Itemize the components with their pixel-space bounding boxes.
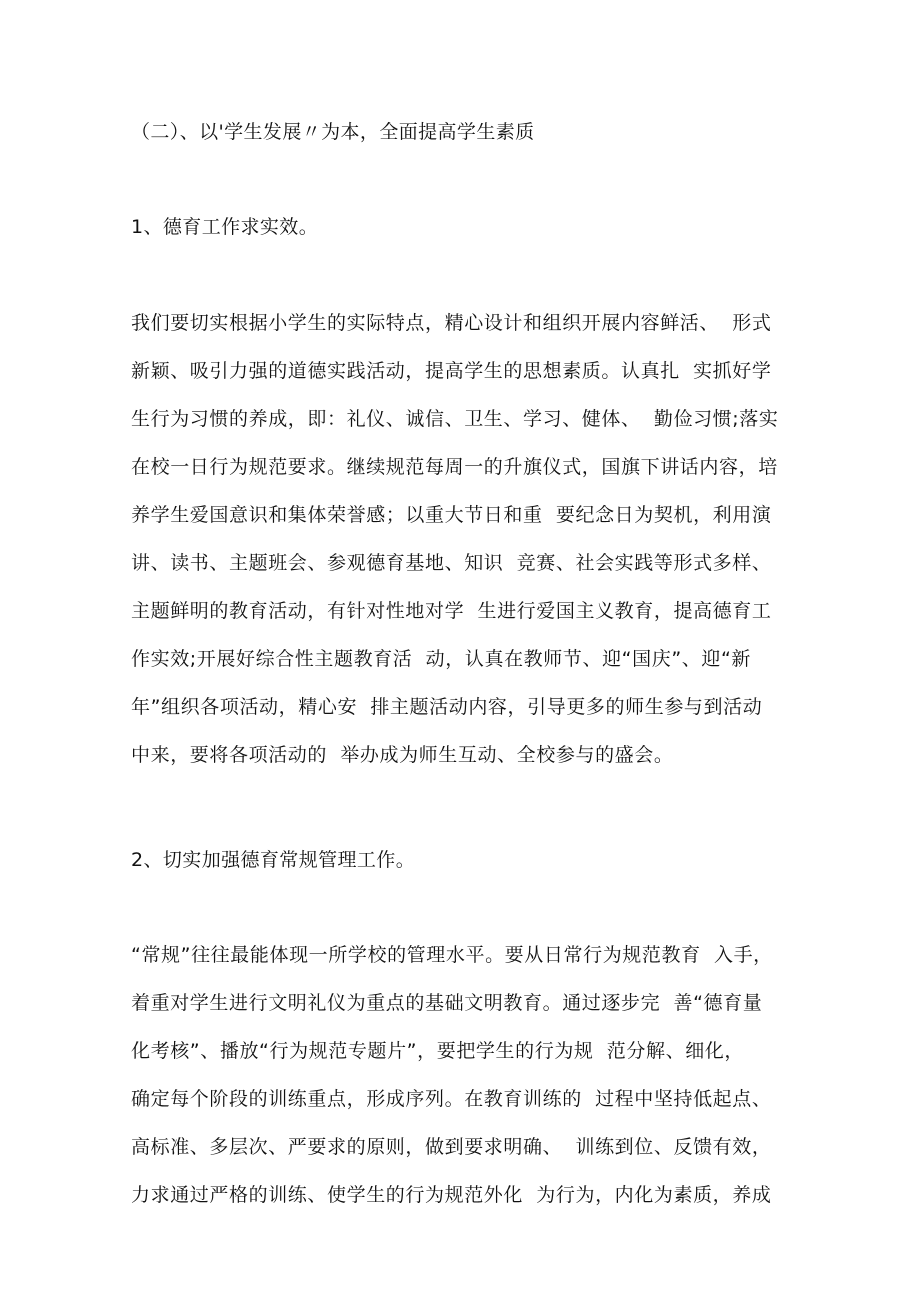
subsection-1-heading: 1、德育工作求实效。	[131, 216, 319, 238]
paragraph-2-line: 力求通过严格的训练、使学生的行为规范外化 为行为，内化为素质，养成	[131, 1184, 772, 1206]
paragraph-2-line: “常规”往往最能体现一所学校的管理水平。要从日常行为规范教育 入手，	[131, 944, 773, 966]
paragraph-1-line: 生行为习惯的养成，即：礼仪、诚信、卫生、学习、健体、 勤俭习惯;落实	[131, 408, 779, 430]
section-title: （二）、以'学生发展〃为本，全面提高学生素质	[131, 121, 535, 143]
paragraph-2-line: 化考核”、播放“行为规范专题片”，要把学生的行为规 范分解、细化，	[131, 1040, 745, 1062]
paragraph-1-line: 作实效;开展好综合性主题教育活 动，认真在教师节、迎“国庆”、迎“新	[131, 648, 752, 670]
paragraph-2-line: 着重对学生进行文明礼仪为重点的基础文明教育。通过逐步完 善“德育量	[131, 992, 763, 1014]
paragraph-2-line: 高标准、多层次、严要求的原则，做到要求明确、 训练到位、反馈有效，	[131, 1136, 772, 1158]
paragraph-2-line: 确定每个阶段的训练重点，形成序列。在教育训练的 过程中坚持低起点、	[131, 1088, 772, 1110]
paragraph-1-line: 新颖、吸引力强的道德实践活动，提高学生的思想素质。认真扎 实抓好学	[131, 360, 772, 382]
paragraph-1-line: 讲、读书、主题班会、参观德育基地、知识 竞赛、社会实践等形式多样、	[131, 552, 772, 574]
paragraph-1-line: 年”组织各项活动，精心安 排主题活动内容，引导更多的师生参与到活动	[131, 696, 763, 718]
paragraph-1-line: 在校一日行为规范要求。继续规范每周一的升旗仪式，国旗下讲话内容，培	[131, 456, 778, 478]
paragraph-1-line: 中来，要将各项活动的 举办成为师生互动、全校参与的盛会。	[131, 744, 674, 766]
subsection-2-heading: 2、切实加强德育常规管理工作。	[131, 849, 416, 871]
paragraph-1-line: 我们要切实根据小学生的实际特点，精心设计和组织开展内容鲜活、 形式	[131, 312, 772, 334]
paragraph-1-line: 主题鲜明的教育活动，有针对性地对学 生进行爱国主义教育，提高德育工	[131, 600, 772, 622]
paragraph-1-line: 养学生爱国意识和集体荣誉感；以重大节日和重 要纪念日为契机，利用演	[131, 504, 772, 526]
